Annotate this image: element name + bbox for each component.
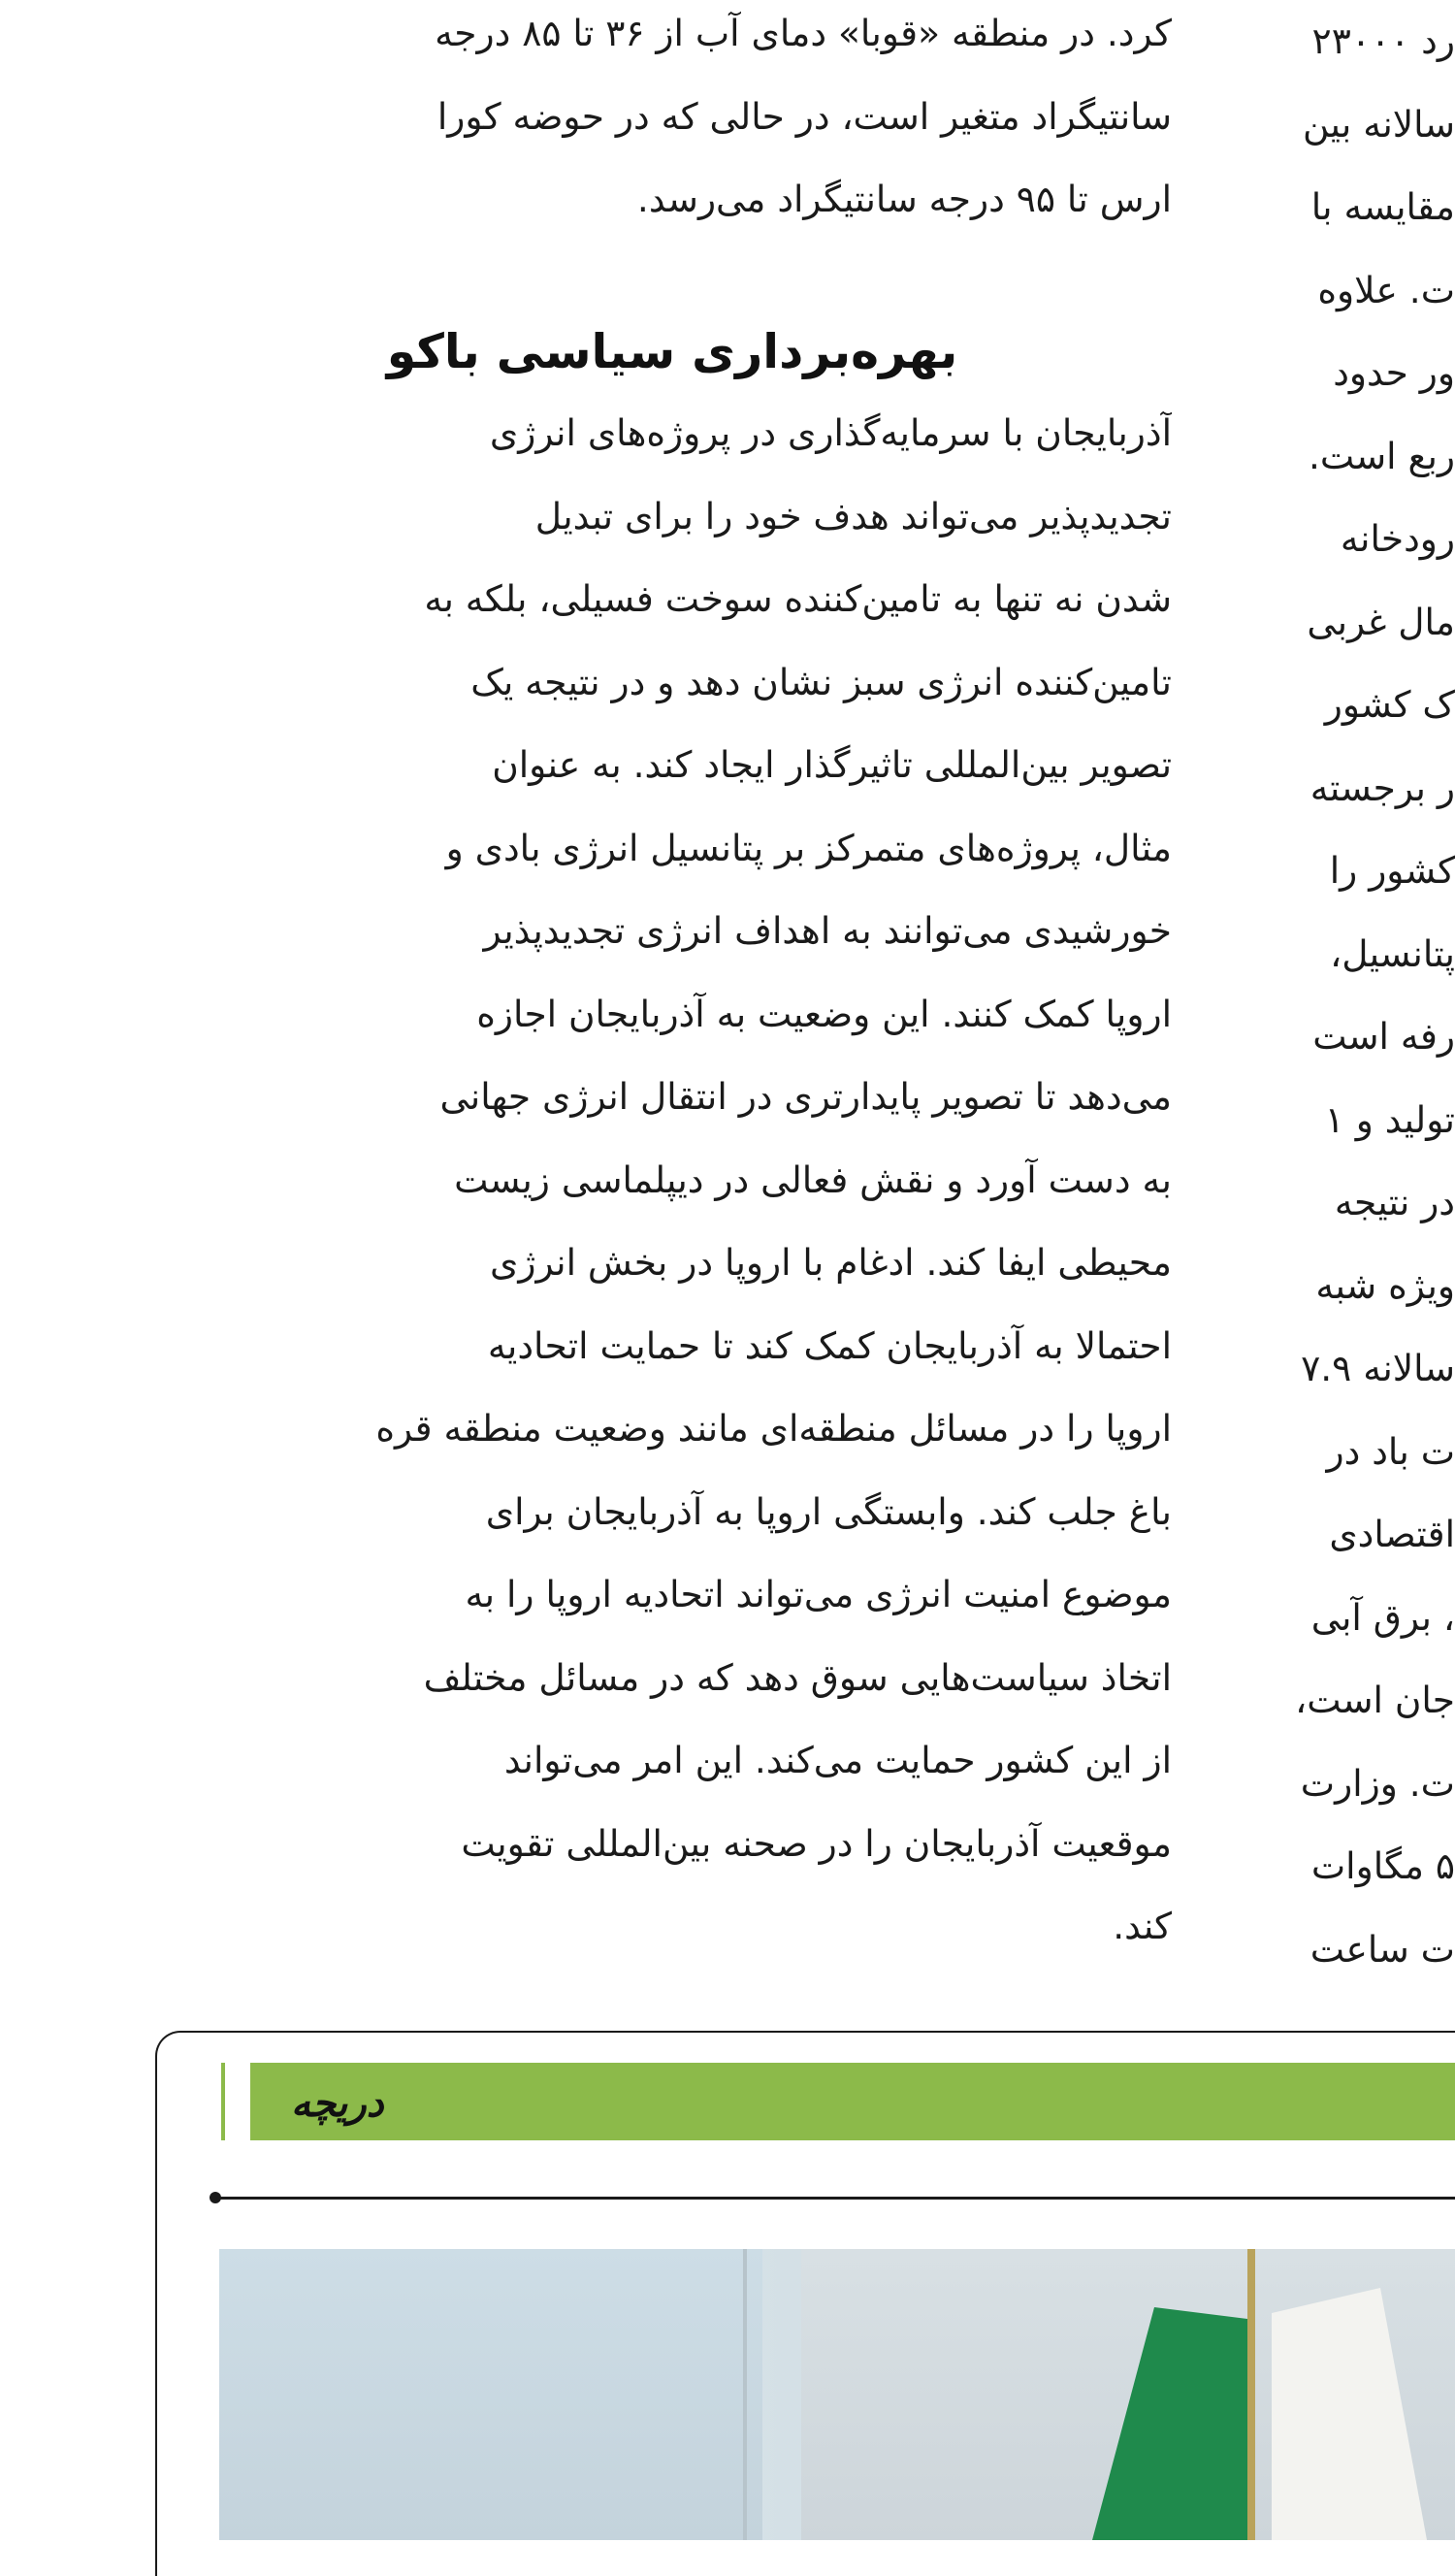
text-line: به دست آورد و نقش فعالی در دیپلماسی زیست bbox=[454, 1158, 1172, 1201]
text-line: آذربایجان با سرمایه‌گذاری در پروژه‌های انرژی bbox=[489, 411, 1172, 454]
side-text-line: ت باد در bbox=[1326, 1429, 1455, 1473]
side-text-line: ت ساعت bbox=[1310, 1927, 1455, 1971]
side-text-line: ت. وزارت bbox=[1300, 1761, 1455, 1805]
side-text-line: سالانه ۷.۹ bbox=[1301, 1347, 1455, 1389]
text-line: احتمالا به آذربایجان کمک کند تا حمایت اتحادیه bbox=[487, 1323, 1172, 1367]
text-line: محیطی ایفا کند. ادغام با اروپا در بخش انرژی bbox=[489, 1241, 1172, 1284]
side-text-line: جان است، bbox=[1295, 1679, 1455, 1721]
window-header-notch bbox=[221, 2063, 250, 2140]
window-header-bar bbox=[221, 2063, 1455, 2140]
text-line: تجدیدپذیر می‌تواند هدف خود را برای تبدیل bbox=[534, 494, 1172, 538]
side-text-line: تولید و ۱ bbox=[1324, 1097, 1455, 1141]
side-text-line: ت. علاوه bbox=[1317, 268, 1455, 311]
adjacent-column-text bbox=[1261, 0, 1455, 1991]
text-line: تامین‌کننده انرژی سبز نشان دهد و در نتیجه یک bbox=[470, 660, 1172, 703]
side-text-line: پتانسیل، bbox=[1330, 931, 1455, 975]
text-line: اتخاذ سیاست‌هایی سوق دهد که در مسائل مختلف bbox=[423, 1655, 1172, 1699]
text-line: مثال، پروژه‌های متمرکز بر پتانسیل انرژی بادی و bbox=[445, 826, 1172, 869]
side-text-line: ر برجسته bbox=[1310, 766, 1455, 809]
text-line: از این کشور حمایت می‌کند. این امر می‌تواند bbox=[503, 1739, 1172, 1781]
text-line: می‌دهد تا تصویر پایدارتری در انتقال انرژی جهانی bbox=[439, 1075, 1172, 1118]
text-line: اروپا کمک کنند. این وضعیت به آذربایجان اجازه bbox=[476, 992, 1172, 1035]
article-paragraph-body bbox=[173, 392, 1172, 1969]
flag-pole-image bbox=[1247, 2249, 1255, 2540]
text-line: سانتیگراد متغیر است، در حالی که در حوضه کورا bbox=[436, 94, 1172, 138]
side-text-line: ک کشور bbox=[1324, 683, 1455, 726]
article-paragraph-top bbox=[173, 0, 1172, 242]
text-line: کرد. در منطقه «قوبا» دمای آب از ۳۶ تا ۸۵ درجه bbox=[435, 12, 1172, 54]
side-text-line: کشور را bbox=[1329, 849, 1455, 892]
window-title: دریچه bbox=[291, 2080, 384, 2126]
side-text-line: در نتیجه bbox=[1334, 1181, 1455, 1223]
text-line: باغ جلب کند. وابستگی اروپا به آذربایجان برای bbox=[485, 1489, 1172, 1533]
window-divider-dot bbox=[210, 2192, 221, 2203]
window-divider bbox=[213, 2197, 1455, 2200]
text-line: موضوع امنیت انرژی می‌تواند اتحادیه اروپا را به bbox=[465, 1573, 1172, 1615]
side-text-line: ربع است. bbox=[1308, 434, 1455, 477]
side-text-line: ۵ مگاوات bbox=[1310, 1844, 1455, 1887]
side-text-line: ویژه شبه bbox=[1315, 1263, 1455, 1307]
text-line: ارس تا ۹۵ درجه سانتیگراد می‌رسد. bbox=[636, 178, 1172, 220]
text-line: تصویر بین‌المللی تاثیرگذار ایجاد کند. به عنوان bbox=[492, 743, 1172, 786]
text-line: اروپا را در مسائل منطقه‌ای مانند وضعیت منطقه قره bbox=[375, 1407, 1172, 1450]
side-text-line: ، برق آبی bbox=[1310, 1595, 1455, 1639]
side-text-line: سالانه بین bbox=[1303, 102, 1455, 146]
side-text-line: رد ۲۳۰۰۰ bbox=[1311, 19, 1455, 62]
text-line: شدن نه تنها به تامین‌کننده سوخت فسیلی، بلکه به bbox=[424, 577, 1172, 620]
text-line: خورشیدی می‌توانند به اهداف انرژی تجدیدپذیر bbox=[483, 909, 1172, 952]
side-text-line: رفه است bbox=[1312, 1015, 1455, 1058]
side-text-line: اقتصادی bbox=[1329, 1513, 1455, 1555]
side-text-line: مقایسه با bbox=[1310, 185, 1455, 228]
side-text-line: مال غربی bbox=[1307, 600, 1455, 643]
photo-frame-edge bbox=[743, 2249, 747, 2540]
text-line: کند. bbox=[1113, 1905, 1172, 1947]
side-text-line: رودخانه bbox=[1340, 517, 1455, 560]
photo-background-wall bbox=[219, 2249, 762, 2540]
text-line: موقعیت آذربایجان را در صحنه بین‌المللی تقویت bbox=[461, 1821, 1172, 1865]
window-photo bbox=[219, 2249, 1455, 2540]
section-heading: بهره‌برداری سیاسی باکو bbox=[386, 324, 958, 379]
side-text-line: ور حدود bbox=[1333, 351, 1455, 394]
